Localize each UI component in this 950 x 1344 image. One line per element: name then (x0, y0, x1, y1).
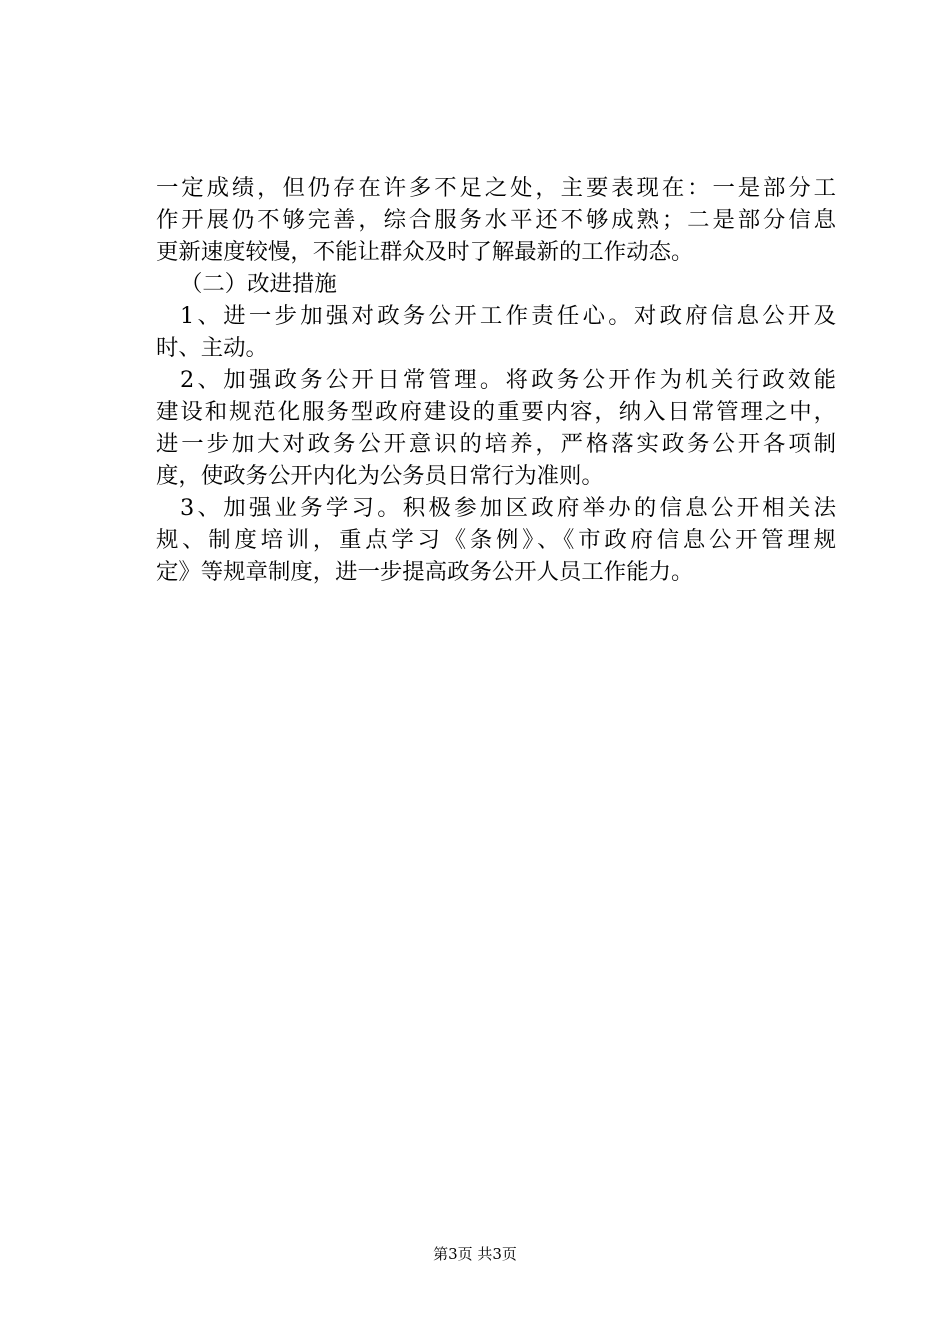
text-line: 定》等规章制度，进一步提高政务公开人员工作能力。 (156, 559, 694, 585)
text-line: 1、进一步加强对政务公开工作责任心。对政府信息公开及 (180, 303, 836, 329)
text-line: 时、主动。 (156, 335, 268, 361)
page-footer: 第3页 共3页 (433, 1245, 517, 1263)
text-line: 作开展仍不够完善，综合服务水平还不够成熟；二是部分信息 (156, 207, 836, 233)
text-line: 一定成绩，但仍存在许多不足之处，主要表现在：一是部分工 (156, 175, 836, 201)
document-body (156, 172, 836, 588)
text-line: 建设和规范化服务型政府建设的重要内容，纳入日常管理之中， (156, 399, 836, 425)
text-line: 3、加强业务学习。积极参加区政府举办的信息公开相关法 (180, 495, 836, 521)
text-line: 度，使政务公开内化为公务员日常行为准则。 (156, 463, 604, 489)
text-line: 规、制度培训，重点学习《条例》、《市政府信息公开管理规 (156, 527, 836, 553)
text-line: 更新速度较慢，不能让群众及时了解最新的工作动态。 (156, 239, 694, 265)
section-heading: （二）改进措施 (180, 271, 337, 297)
text-line: 2、加强政务公开日常管理。将政务公开作为机关行政效能 (180, 367, 836, 393)
text-line: 进一步加大对政务公开意识的培养，严格落实政务公开各项制 (156, 431, 836, 457)
